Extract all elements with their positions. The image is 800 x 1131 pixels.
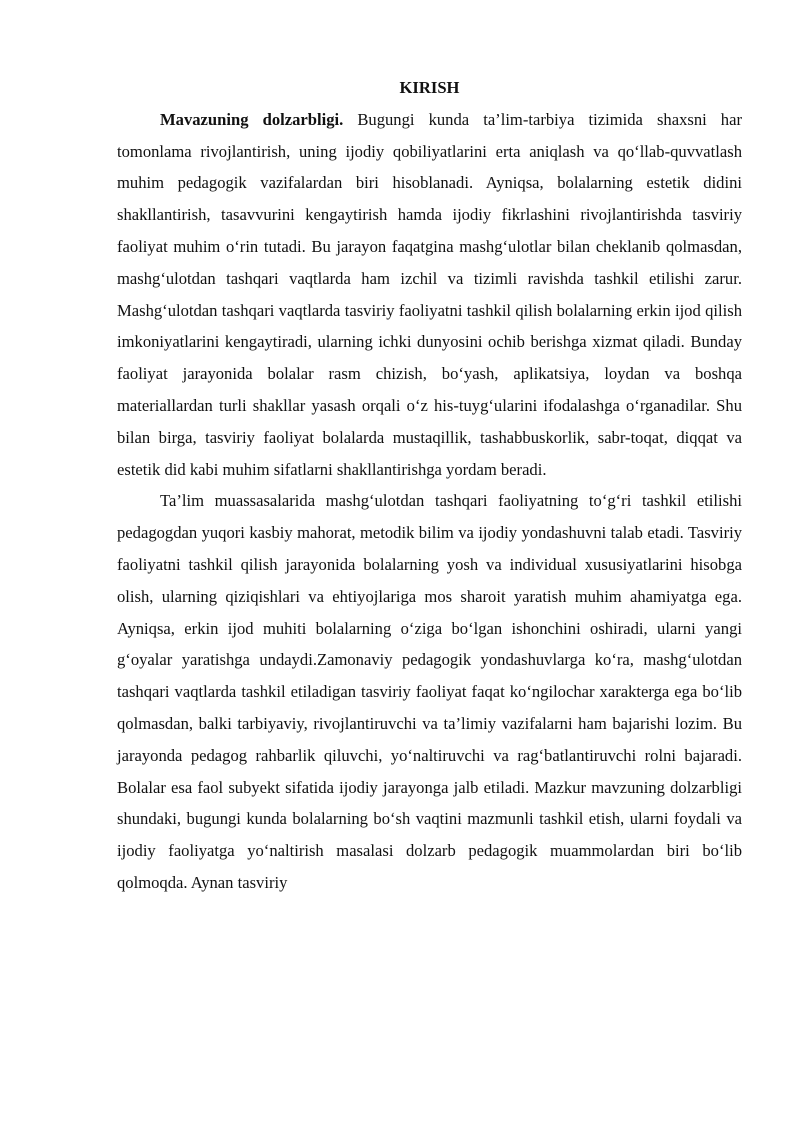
paragraph-lead: Mavazuning dolzarbligi. [160,109,344,129]
section-heading: KIRISH [399,78,460,97]
paragraph-organization [117,485,742,898]
paragraph-text: Bugungi kunda ta’lim-tarbiya tizimida shaxsni har tomonlama rivojlantirish, uning ijodiy qobiliyatlarini erta aniqlash va qo‘llab-quvvatlash muhim pedagogik vazifalardan biri hisoblanadi. Ayniqsa, bolalarning estetik didini shakllantirish, tasavvurini kengaytirish hamda ijodiy fikrlashini rivojlantirishda tasviriy faoliyat muhim o‘rin tutadi. Bu jarayon faqatgina mashg‘ulotlar bilan cheklanib qolmasdan, mashg‘ulotdan tashqari vaqtlarda ham izchil va tizimli ravishda tashkil etilishi zarur. Mashg‘ulotdan tashqari vaqtlarda tasviriy faoliyatni tashkil qilish bolalarning erkin ijod qilish imkoniyatlarini kengaytiradi, ularning ichki dunyosini ochib berishga xizmat qiladi. Bunday faoliyat jarayonida bolalar rasm chizish, bo‘yash, aplikatsiya, loydan va boshqa materiallardan turli shakllar yasash orqali o‘z his-tuyg‘ularini ifodalashga o‘rganadilar. Shu bilan birga, tasviriy faoliyat bolalarda mustaqillik, tashabbuskorlik, sabr-toqat, diqqat va estetik did kabi muhim sifatlarni shakllantirishga yordam beradi. [117,109,742,479]
paragraph-relevance [117,104,742,486]
document-page [117,72,742,899]
paragraph-text: Ta’lim muassasalarida mashg‘ulotdan tashqari faoliyatning to‘g‘ri tashkil etilishi pedagogdan yuqori kasbiy mahorat, metodik bilim va ijodiy yondashuvni talab etadi. Tasviriy faoliyatni tashkil qilish jarayonida bolalarning yosh va individual xususiyatlarini hisobga olish, ularning qiziqishlari va ehtiyojlariga mos sharoit yaratish muhim ahamiyatga ega. Ayniqsa, erkin ijod muhiti bolalarning o‘ziga bo‘lgan ishonchini oshiradi, ularni yangi g‘oyalar yaratishga undaydi.Zamonaviy pedagogik yondashuvlarga ko‘ra, mashg‘ulotdan tashqari vaqtlarda tashkil etiladigan tasviriy faoliyat faqat ko‘ngilochar xarakterga ega bo‘lib qolmasdan, balki tarbiyaviy, rivojlantiruvchi va ta’limiy vazifalarni ham bajarishi lozim. Bu jarayonda pedagog rahbarlik qiluvchi, yo‘naltiruvchi va rag‘batlantiruvchi rolni bajaradi. Bolalar esa faol subyekt sifatida ijodiy jarayonga jalb etiladi. Mazkur mavzuning dolzarbligi shundaki, bugungi kunda bolalarning bo‘sh vaqtini mazmunli tashkil etish, ularni foydali va ijodiy faoliyatga yo‘naltirish masalasi dolzarb pedagogik muammolardan biri bo‘lib qolmoqda. Aynan tasviriy [117,491,742,892]
